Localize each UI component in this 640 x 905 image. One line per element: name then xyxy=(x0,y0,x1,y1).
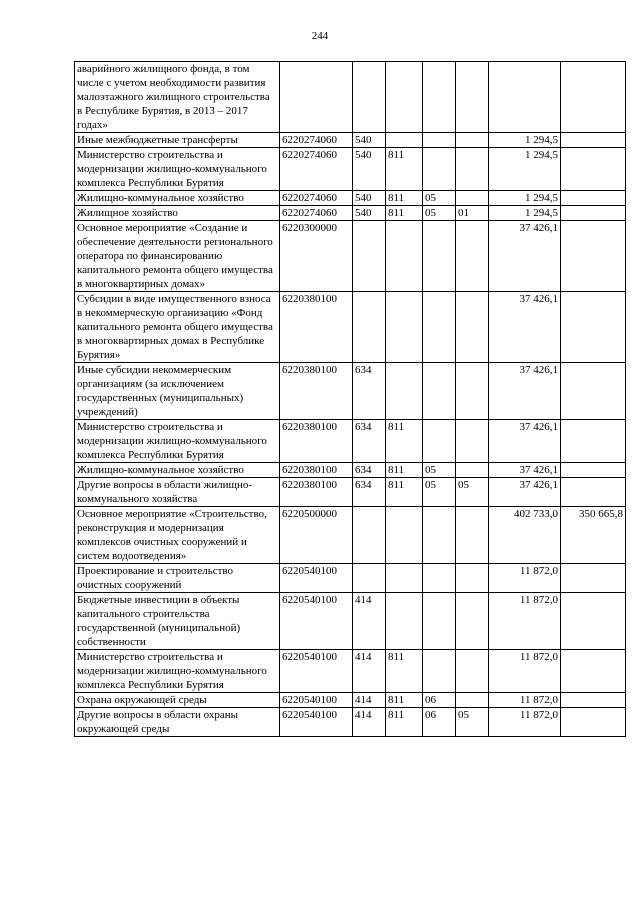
expense-type-cell xyxy=(353,292,386,363)
amount-cell: 402 733,0 xyxy=(489,507,561,564)
expense-type-cell xyxy=(353,564,386,593)
expense-type-cell: 540 xyxy=(353,191,386,206)
row-name-cell: Бюджетные инвестиции в объекты капитального строительства государственной (муниципальной) собственности xyxy=(75,593,280,650)
row-name-cell: Иные межбюджетные трансферты xyxy=(75,133,280,148)
budget-table-body xyxy=(75,62,626,737)
row-name-cell: Иные субсидии некоммерческим организациям (за исключением государственных (муниципальных) учреждений) xyxy=(75,363,280,420)
amount-cell: 11 872,0 xyxy=(489,693,561,708)
table-row xyxy=(75,650,626,693)
ministry-code-cell: 811 xyxy=(386,148,423,191)
table-row xyxy=(75,133,626,148)
target-code-cell: 6220380100 xyxy=(280,463,353,478)
section-cell xyxy=(423,133,456,148)
subsection-cell xyxy=(456,292,489,363)
table-row xyxy=(75,148,626,191)
subsection-cell xyxy=(456,650,489,693)
expense-type-cell: 414 xyxy=(353,593,386,650)
ministry-code-cell xyxy=(386,221,423,292)
amount-cell: 37 426,1 xyxy=(489,363,561,420)
amount-secondary-cell xyxy=(561,463,626,478)
table-row xyxy=(75,420,626,463)
subsection-cell: 05 xyxy=(456,478,489,507)
section-cell: 06 xyxy=(423,693,456,708)
table-row xyxy=(75,191,626,206)
amount-secondary-cell xyxy=(561,478,626,507)
target-code-cell: 6220540100 xyxy=(280,693,353,708)
expense-type-cell: 634 xyxy=(353,478,386,507)
section-cell xyxy=(423,564,456,593)
target-code-cell: 6220274060 xyxy=(280,133,353,148)
table-row xyxy=(75,292,626,363)
amount-cell: 1 294,5 xyxy=(489,148,561,191)
table-row xyxy=(75,206,626,221)
amount-cell: 37 426,1 xyxy=(489,463,561,478)
amount-cell: 11 872,0 xyxy=(489,564,561,593)
target-code-cell: 6220540100 xyxy=(280,564,353,593)
row-name-cell: Охрана окружающей среды xyxy=(75,693,280,708)
subsection-cell xyxy=(456,133,489,148)
target-code-cell: 6220274060 xyxy=(280,206,353,221)
table-row xyxy=(75,221,626,292)
amount-cell: 11 872,0 xyxy=(489,593,561,650)
ministry-code-cell: 811 xyxy=(386,708,423,737)
section-cell xyxy=(423,148,456,191)
amount-secondary-cell xyxy=(561,363,626,420)
expense-type-cell xyxy=(353,62,386,133)
ministry-code-cell: 811 xyxy=(386,650,423,693)
expense-type-cell: 414 xyxy=(353,708,386,737)
amount-secondary-cell xyxy=(561,593,626,650)
subsection-cell xyxy=(456,593,489,650)
table-row xyxy=(75,507,626,564)
expense-type-cell: 414 xyxy=(353,650,386,693)
table-row xyxy=(75,62,626,133)
expense-type-cell: 634 xyxy=(353,463,386,478)
ministry-code-cell: 811 xyxy=(386,693,423,708)
ministry-code-cell xyxy=(386,292,423,363)
target-code-cell: 6220274060 xyxy=(280,148,353,191)
target-code-cell: 6220380100 xyxy=(280,363,353,420)
table-row xyxy=(75,363,626,420)
subsection-cell xyxy=(456,62,489,133)
section-cell xyxy=(423,62,456,133)
row-name-cell: аварийного жилищного фонда, в том числе с учетом необходимости развития малоэтажного жилищного строительства в Республике Бурятия, в 2013 – 2017 годах» xyxy=(75,62,280,133)
row-name-cell: Жилищное хозяйство xyxy=(75,206,280,221)
target-code-cell: 6220380100 xyxy=(280,478,353,507)
amount-cell: 1 294,5 xyxy=(489,133,561,148)
ministry-code-cell xyxy=(386,363,423,420)
amount-cell: 37 426,1 xyxy=(489,420,561,463)
row-name-cell: Другие вопросы в области охраны окружающей среды xyxy=(75,708,280,737)
ministry-code-cell: 811 xyxy=(386,463,423,478)
target-code-cell: 6220540100 xyxy=(280,650,353,693)
target-code-cell xyxy=(280,62,353,133)
section-cell: 05 xyxy=(423,478,456,507)
row-name-cell: Жилищно-коммунальное хозяйство xyxy=(75,191,280,206)
expense-type-cell: 540 xyxy=(353,148,386,191)
amount-cell: 37 426,1 xyxy=(489,478,561,507)
expense-type-cell xyxy=(353,221,386,292)
amount-secondary-cell xyxy=(561,650,626,693)
section-cell xyxy=(423,650,456,693)
section-cell xyxy=(423,420,456,463)
subsection-cell: 01 xyxy=(456,206,489,221)
section-cell: 06 xyxy=(423,708,456,737)
ministry-code-cell: 811 xyxy=(386,206,423,221)
amount-secondary-cell xyxy=(561,693,626,708)
expense-type-cell: 540 xyxy=(353,133,386,148)
expense-type-cell xyxy=(353,507,386,564)
ministry-code-cell: 811 xyxy=(386,191,423,206)
section-cell xyxy=(423,363,456,420)
amount-secondary-cell xyxy=(561,62,626,133)
ministry-code-cell xyxy=(386,133,423,148)
section-cell: 05 xyxy=(423,206,456,221)
target-code-cell: 6220500000 xyxy=(280,507,353,564)
subsection-cell xyxy=(456,221,489,292)
subsection-cell xyxy=(456,191,489,206)
subsection-cell xyxy=(456,693,489,708)
amount-secondary-cell xyxy=(561,148,626,191)
amount-cell xyxy=(489,62,561,133)
row-name-cell: Министерство строительства и модернизации жилищно-коммунального комплекса Республики Бурятия xyxy=(75,650,280,693)
ministry-code-cell xyxy=(386,564,423,593)
budget-table xyxy=(74,61,626,737)
table-row xyxy=(75,593,626,650)
row-name-cell: Министерство строительства и модернизации жилищно-коммунального комплекса Республики Бурятия xyxy=(75,148,280,191)
amount-cell: 1 294,5 xyxy=(489,191,561,206)
target-code-cell: 6220380100 xyxy=(280,420,353,463)
table-row xyxy=(75,708,626,737)
row-name-cell: Министерство строительства и модернизации жилищно-коммунального комплекса Республики Бурятия xyxy=(75,420,280,463)
row-name-cell: Субсидии в виде имущественного взноса в некоммерческую организацию «Фонд капитального ремонта общего имущества в многоквартирных домах в Республике Бурятия» xyxy=(75,292,280,363)
expense-type-cell: 634 xyxy=(353,363,386,420)
subsection-cell xyxy=(456,148,489,191)
table-row xyxy=(75,463,626,478)
amount-secondary-cell xyxy=(561,564,626,593)
table-row xyxy=(75,693,626,708)
row-name-cell: Другие вопросы в области жилищно-коммунального хозяйства xyxy=(75,478,280,507)
amount-secondary-cell xyxy=(561,191,626,206)
table-row xyxy=(75,478,626,507)
section-cell xyxy=(423,292,456,363)
ministry-code-cell: 811 xyxy=(386,420,423,463)
amount-cell: 11 872,0 xyxy=(489,650,561,693)
subsection-cell: 05 xyxy=(456,708,489,737)
ministry-code-cell xyxy=(386,593,423,650)
expense-type-cell: 540 xyxy=(353,206,386,221)
amount-secondary-cell xyxy=(561,133,626,148)
subsection-cell xyxy=(456,463,489,478)
ministry-code-cell: 811 xyxy=(386,478,423,507)
subsection-cell xyxy=(456,363,489,420)
section-cell: 05 xyxy=(423,463,456,478)
table-row xyxy=(75,564,626,593)
amount-cell: 37 426,1 xyxy=(489,292,561,363)
amount-secondary-cell xyxy=(561,206,626,221)
amount-secondary-cell xyxy=(561,708,626,737)
amount-secondary-cell: 350 665,8 xyxy=(561,507,626,564)
target-code-cell: 6220380100 xyxy=(280,292,353,363)
row-name-cell: Основное мероприятие «Создание и обеспечение деятельности регионального оператора по финансированию капитального ремонта общего имущества в многоквартирных домах» xyxy=(75,221,280,292)
target-code-cell: 6220540100 xyxy=(280,708,353,737)
row-name-cell: Проектирование и строительство очистных сооружений xyxy=(75,564,280,593)
target-code-cell: 6220540100 xyxy=(280,593,353,650)
page-number: 244 xyxy=(311,30,329,42)
ministry-code-cell xyxy=(386,62,423,133)
section-cell xyxy=(423,593,456,650)
amount-cell: 1 294,5 xyxy=(489,206,561,221)
amount-secondary-cell xyxy=(561,292,626,363)
expense-type-cell: 414 xyxy=(353,693,386,708)
amount-cell: 37 426,1 xyxy=(489,221,561,292)
target-code-cell: 6220274060 xyxy=(280,191,353,206)
section-cell xyxy=(423,221,456,292)
ministry-code-cell xyxy=(386,507,423,564)
row-name-cell: Основное мероприятие «Строительство, реконструкция и модернизация комплексов очистных сооружений и систем водоотведения» xyxy=(75,507,280,564)
subsection-cell xyxy=(456,564,489,593)
section-cell xyxy=(423,507,456,564)
amount-cell: 11 872,0 xyxy=(489,708,561,737)
subsection-cell xyxy=(456,507,489,564)
amount-secondary-cell xyxy=(561,221,626,292)
row-name-cell: Жилищно-коммунальное хозяйство xyxy=(75,463,280,478)
section-cell: 05 xyxy=(423,191,456,206)
amount-secondary-cell xyxy=(561,420,626,463)
expense-type-cell: 634 xyxy=(353,420,386,463)
subsection-cell xyxy=(456,420,489,463)
target-code-cell: 6220300000 xyxy=(280,221,353,292)
